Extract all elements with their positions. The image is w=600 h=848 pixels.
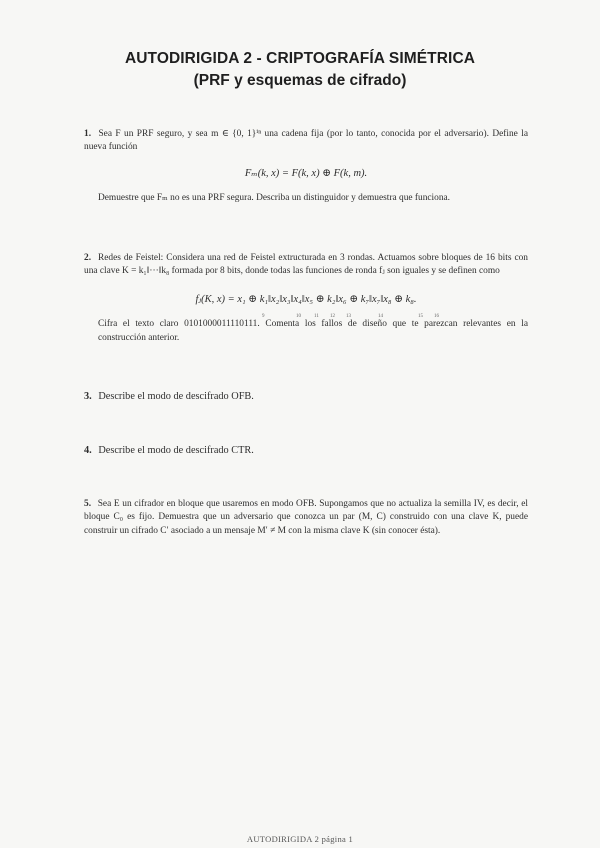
- exercise-number: 2.: [84, 253, 92, 263]
- exercise-text: Describe el modo de descifrado CTR.: [98, 445, 254, 456]
- annotation: 12: [330, 314, 335, 320]
- exercise-text: Sea F un PRF seguro, y sea m ∈ {0, 1}ⁱⁿ una cadena fija (por lo tanto, conocida por el adversario). Define la nueva función: [84, 129, 528, 153]
- exercise-number: 5.: [84, 499, 92, 509]
- exercise-number: 4.: [84, 445, 92, 456]
- exercise-5: [84, 498, 528, 538]
- annotation: 11: [314, 314, 319, 320]
- exercise-text: Redes de Feistel: Considera una red de Feistel extructurada en 3 rondas. Actuamos sobre bloques de 16 bits con una clave K = k₁‖···‖k₈ formada por 8 bits, donde todas las funciones de ronda fⱼ son iguales y se definen como: [84, 253, 528, 277]
- exercise-formula: fⱼ(K, x) = x₁ ⊕ k₁‖x₂‖x₃‖x₄‖x₅ ⊕ k₂‖x₆ ⊕ k₇‖x₇‖x₈ ⊕ k₈.: [195, 293, 417, 305]
- annotation: 13: [346, 314, 351, 320]
- annotation: 10: [296, 314, 301, 320]
- exercise-text: Sea E un cifrador en bloque que usaremos en modo OFB. Supongamos que no actualiza la semilla IV, es decir, el bloque C₀ es fijo. Demuestra que un adversario que conozca un par (M, C) construido con una clave K, puede construir un cifrado C′ asociado a un mensaje M′ ≠ M con la misma clave K (sin conocer ésta).: [84, 499, 528, 536]
- exercise-formula: Fₘ(k, x) = F(k, x) ⊕ F(k, m).: [244, 167, 368, 179]
- exercise-text-continued: Cifra el texto claro 0101000011110111. Comenta los fallos de diseño que te parezcan relevantes en la construcción anterior.: [98, 319, 528, 343]
- exercise-3: [84, 390, 528, 403]
- handwritten-annotations: [262, 310, 528, 318]
- exercise-number: 3.: [84, 391, 92, 402]
- exercise-text: Describe el modo de descifrado OFB.: [98, 391, 254, 402]
- annotation: 9: [262, 314, 265, 320]
- annotation: 16: [434, 314, 439, 320]
- document-title: [0, 50, 600, 90]
- title-line-1: AUTODIRIGIDA 2 - CRIPTOGRAFÍA SIMÉTRICA: [124, 50, 476, 67]
- exercise-4: [84, 444, 528, 457]
- annotation: 15: [418, 314, 423, 320]
- page-footer: AUTODIRIGIDA 2 página 1: [246, 834, 354, 844]
- exercise-text-continued: Demuestre que Fₘ no es una PRF segura. Describa un distinguidor y demuestra que funciona.: [98, 193, 451, 204]
- exercise-2: [84, 252, 528, 345]
- exercise-1: [84, 128, 528, 206]
- title-line-2: (PRF y esquemas de cifrado): [193, 72, 407, 89]
- annotation: 14: [378, 314, 383, 320]
- exercise-number: 1.: [84, 129, 92, 139]
